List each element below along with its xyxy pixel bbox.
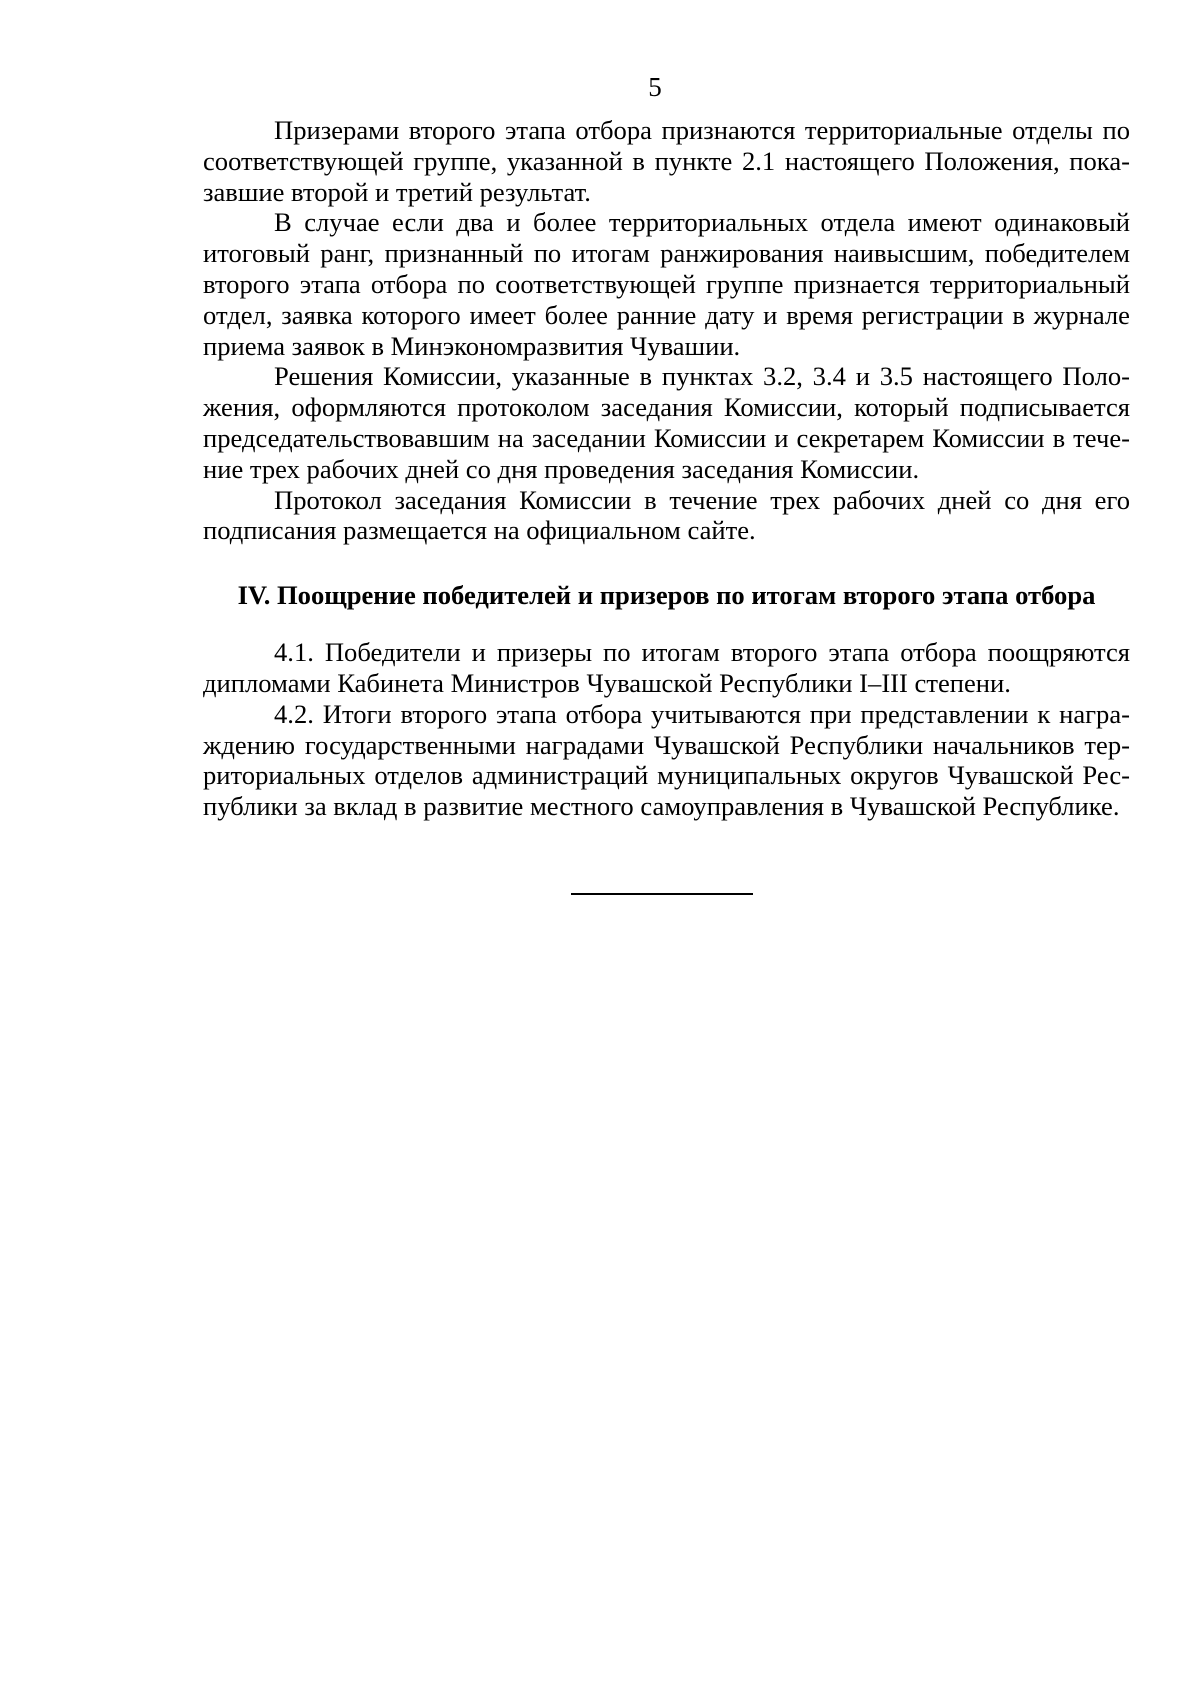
- paragraph-protocol-publication: Протокол заседания Комиссии в течение трех рабочих дней со дня его подписания размещается на официальном сайте.: [203, 484, 1130, 546]
- paragraph-4-1: 4.1. Победители и призеры по итогам второго этапа отбора поощряются дипломами Кабинета Министров Чувашской Республики I–III степени.: [203, 637, 1130, 698]
- document-body: [203, 115, 1130, 822]
- page-number: 5: [648, 72, 662, 102]
- paragraph-equal-rank: В случае если два и более территориальных отдела имеют одинаковый итоговый ранг, признанный по итогам ранжирования наивысшим, победителем второго этапа отбора по соответствующей группе признается территориальный отдел, заявка которого имеет более ранние дату и время регистрации в журнале приема заявок в Минэкономразвития Чувашии.: [203, 207, 1130, 361]
- paragraph-commission-decisions: Решения Комиссии, указанные в пунктах 3.2, 3.4 и 3.5 настоящего Положения, оформляются протоколом заседания Комиссии, который подписывается председательствовавшим на заседании Комиссии и секретарем Комиссии в течение трех рабочих дней со дня проведения заседания Комиссии.: [203, 361, 1130, 484]
- paragraph-prize-winners: Призерами второго этапа отбора признаются территориальные отделы по соответствующей группе, указанной в пункте 2.1 настоящего Положения, показавшие второй и третий результат.: [203, 115, 1130, 207]
- section-heading: IV. Поощрение победителей и призеров по итогам второго этапа отбора: [237, 580, 1096, 611]
- paragraph-4-2: 4.2. Итоги второго этапа отбора учитываются при представлении к награждению государственными наградами Чувашской Республики начальников территориальных отделов администраций муниципальных округов Чувашской Республики за вклад в развитие местного самоуправления в Чувашской Республике.: [203, 698, 1130, 822]
- end-of-document-rule: [571, 893, 753, 895]
